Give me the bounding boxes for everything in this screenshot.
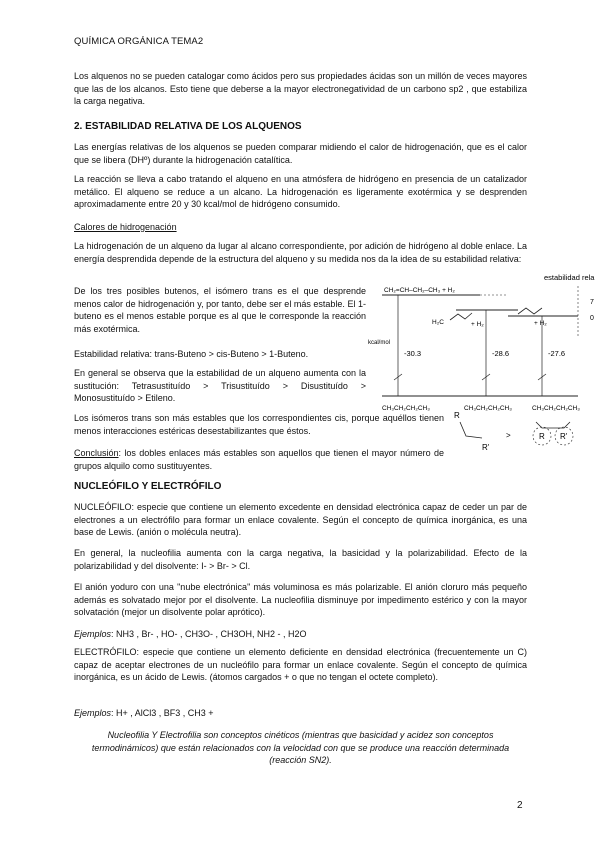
paragraph-examples-electrophiles <box>74 707 527 720</box>
examples-text-2: : H+ , AlCl3 , BF3 , CH3 + <box>111 708 214 718</box>
paragraph-nucleophilicity: En general, la nucleofilia aumenta con la carga negativa, la basicidad y la polarizabilidad. Efecto de la polarizabilidad y del disolvente: I- > Br- > Cl. <box>74 548 527 571</box>
examples-label-2: Ejemplos <box>74 708 112 718</box>
trans-fragment-r-prime: R' <box>482 443 490 452</box>
trans-fragment-r: R <box>454 411 460 420</box>
closing-note: Nucleofilia Y Electrofilia son conceptos cinéticos (mientras que basicidad y acidez son conceptos termodinámicos) que están relacionados con la velocidad con que se produce una reacción determinada (reacción SN2). <box>91 730 510 765</box>
paragraph-examples-nucleophiles <box>74 628 527 641</box>
paragraph-butenes: De los tres posibles butenos, el isómero trans es el que desprende menos calor de hidrogenación y, por tanto, debe ser el más estable. El 1- buteno es el menos estable porque es al que le corresponde la reacción más exotérmica. <box>74 286 366 334</box>
cis-fragment-r: R <box>539 432 545 441</box>
paragraph-iodide: El anión yoduro con una "nube electrónica" más voluminosa es más polarizable. El anión cloruro más pequeño además es solvatado mejor por el disolvente. La nucleofilia disminuye por impedimento estérico y con la mayor solvatación (mejor un disolvente polar aprótico). <box>74 582 527 617</box>
trans-fragment-bonds <box>460 422 482 438</box>
hydrogenation-energy-diagram <box>368 266 600 478</box>
section-heading-nucleophile: NUCLEÓFILO Y ELECTRÓFILO <box>74 481 222 492</box>
cis-fragment-bonds <box>536 422 570 428</box>
examples-text-1: : NH3 , Br- , HO- , CH3O- , CH3OH, NH2 - , H2O <box>111 629 307 639</box>
product-1: CH₃CH₂CH₂CH₃ <box>382 405 430 412</box>
section-heading-stability: 2. ESTABILIDAD RELATIVA DE LOS ALQUENOS <box>74 121 302 132</box>
paragraph-relative-stability: Estabilidad relativa: trans-Buteno > cis-Buteno > 1-Buteno. <box>74 349 309 359</box>
paragraph-energies: Las energías relativas de los alquenos se pueden comparar midiendo el calor de hidrogenación, que es el calor que se libera (DHº) durante la hidrogenación catalítica. <box>74 142 527 165</box>
tick-label-1: 7 <box>590 299 594 306</box>
value-trans-butene: -27.6 <box>548 349 566 358</box>
product-3: CH₃CH₂CH₂CH₃ <box>532 405 580 412</box>
energy-axis-label: kcal/mol <box>368 340 391 346</box>
examples-label-1: Ejemplos <box>74 629 112 639</box>
page-number: 2 <box>517 800 523 811</box>
subheading-hydrogenation: Calores de hidrogenación <box>74 222 177 232</box>
trans-butene-structure <box>518 308 542 314</box>
conclusion-text: : los dobles enlaces más estables son aquellos que tienen el mayor número de grupos alquilo como sustituyentes. <box>74 448 444 471</box>
value-1-butene: -30.3 <box>404 349 422 358</box>
page-header: QUÍMICA ORGÁNICA TEMA2 <box>74 36 204 47</box>
intro-paragraph: Los alquenos no se pueden catalogar como ácidos pero sus propiedades ácidas son un millón de veces mayores que las de los alcanos. Esto tiene que deberse a la mayor electronegatividad de un carbono sp2 , que estabiliza la carga negativa. <box>74 71 527 106</box>
paragraph-electrophile: ELECTRÓFILO: especie que contiene un elemento deficiente en densidad electrónica (frecuentemente un C) capaz de aceptar electrones de un nucleófilo para formar un enlace covalente. Según el concepto de química inorgánica, es un ácido de Lewis. (átomos cargados + o que no tengan el octete completo). <box>74 647 527 682</box>
paragraph-trans-cis: Los isómeros trans son más estables que los correspondientes cis, porque aquéllos tienen menos interacciones estéricas desestabilizantes que éstos. <box>74 413 444 436</box>
top-formula: CH₂=CH–CH₂–CH₃ + H₂ <box>384 287 455 294</box>
paragraph-nucleophile: NUCLEÓFILO: especie que contiene un elemento excedente en densidad electrónica capaz de ceder un par de electrones a un electrófilo para formar un enlace covalente. Según el concepto de química inorgánica, es una base de Lewis. (anión o molécula neutra). <box>74 502 527 537</box>
trans-h2-label: + H₂ <box>534 320 547 327</box>
paragraph-hydrogenation: La hidrogenación de un alqueno da lugar al alcano correspondiente, por adición de hidrógeno al doble enlace. La energía desprendida depende de la estructura del alqueno y su medida nos da la idea de su estabilidad relativa: <box>74 241 527 264</box>
paragraph-substitution: En general se observa que la estabilidad de un alqueno aumenta con la sustitución: Tetrasustituído > Trisustituído > Disustituído > Monosustituído > Etileno. <box>74 368 366 403</box>
conclusion-label: Conclusión <box>74 448 119 458</box>
tick-label-2: 0 <box>590 315 594 322</box>
stability-comparison: > <box>506 431 511 440</box>
cis-h2-label: + H₂ <box>471 321 484 328</box>
value-cis-butene: -28.6 <box>492 349 510 358</box>
stability-axis-label: estabilidad rela <box>544 273 595 282</box>
cis-butene-structure <box>450 313 472 320</box>
product-2: CH₃CH₂CH₂CH₃ <box>464 405 512 412</box>
cis-fragment-r-prime: R' <box>560 432 568 441</box>
paragraph-reaction: La reacción se lleva a cabo tratando el alqueno en una atmósfera de hidrógeno en presencia de un catalizador metálico. El alqueno se reduce a un alcano. La hidrogenación es ligeramente exotérmica y se desprenden aproximadamente entre 20 y 30 kcal/mol de hidrógeno consumido. <box>74 174 527 209</box>
cis-h2c-label: H₂C <box>432 319 444 326</box>
